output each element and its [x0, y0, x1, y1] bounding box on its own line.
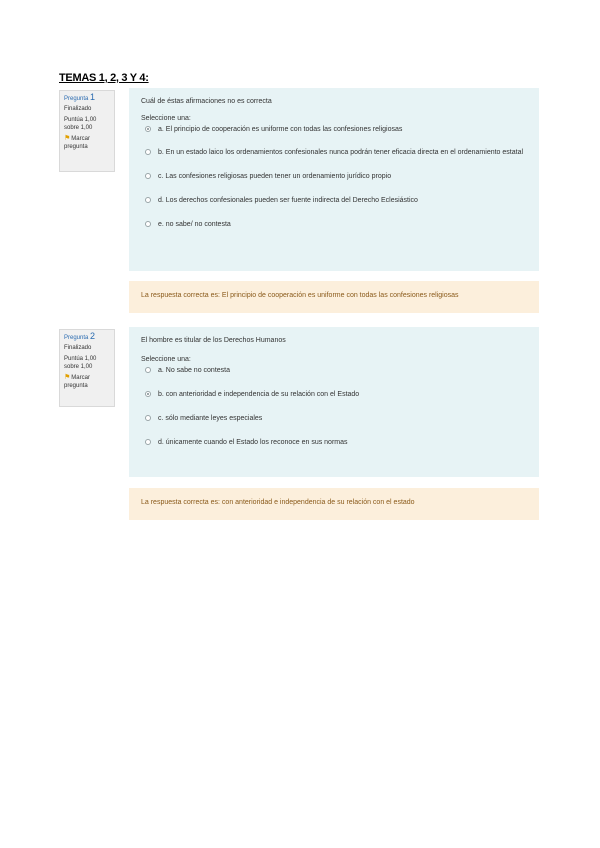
question-1-option-d-text: d. Los derechos confesionales pueden ser fuente indirecta del Derecho Eclesiástico — [158, 197, 418, 204]
question-2-number: 2 — [90, 331, 96, 341]
question-1-number: 1 — [90, 92, 96, 102]
question-1-option-e-text: e. no sabe/ no contesta — [158, 221, 231, 228]
question-1-flag[interactable] — [64, 135, 110, 151]
question-1-prompt: Seleccione una: — [141, 115, 191, 122]
question-1-mark: Puntúa 1,00 sobre 1,00 — [64, 117, 97, 131]
question-2-option-c-text: c. sólo mediante leyes especiales — [158, 415, 263, 422]
question-1-info — [59, 90, 115, 172]
question-2-option-d-text: d. únicamente cuando el Estado los reconoce en sus normas — [158, 439, 348, 446]
question-1-box — [129, 88, 539, 271]
question-2-label — [64, 333, 110, 343]
question-2-option-a-text: a. No sabe no contesta — [158, 367, 230, 374]
question-2-state: Finalizado — [64, 344, 92, 351]
question-2-option-b[interactable] — [141, 390, 527, 399]
page-heading: TEMAS 1, 2, 3 Y 4: — [59, 72, 149, 84]
question-1-option-d[interactable] — [141, 196, 527, 205]
radio-icon[interactable] — [145, 221, 151, 227]
radio-icon[interactable] — [145, 197, 151, 203]
radio-icon[interactable] — [145, 439, 151, 445]
question-1-option-e[interactable] — [141, 220, 527, 229]
question-2-prompt: Seleccione una: — [141, 356, 191, 363]
question-1-option-a-text: a. El principio de cooperación es uniforme con todas las confesiones religiosas — [158, 126, 403, 133]
question-1-option-a[interactable] — [141, 125, 527, 134]
question-2-text: El hombre es titular de los Derechos Humanos — [141, 337, 286, 344]
question-2-flag[interactable] — [64, 374, 110, 390]
radio-icon[interactable] — [145, 149, 151, 155]
question-2-label-text: Pregunta — [64, 335, 89, 341]
flag-icon: ⚑ — [64, 374, 71, 381]
question-2-mark: Puntúa 1,00 sobre 1,00 — [64, 356, 97, 370]
radio-icon[interactable] — [145, 367, 151, 373]
question-2-option-c[interactable] — [141, 414, 527, 423]
radio-icon[interactable] — [145, 415, 151, 421]
question-2-feedback: La respuesta correcta es: con anterioridad e independencia de su relación con el estado — [129, 488, 539, 520]
question-2-info — [59, 329, 115, 407]
radio-icon[interactable] — [145, 391, 151, 397]
question-2-option-d[interactable] — [141, 438, 527, 447]
question-2-option-b-text: b. con anterioridad e independencia de su relación con el Estado — [158, 391, 360, 398]
question-1-option-b-text: b. En un estado laico los ordenamientos confesionales nunca podrán tener eficacia directa en el ordenamiento estatal — [158, 149, 524, 156]
question-2-option-a[interactable] — [141, 366, 527, 375]
question-1-text: Cuál de éstas afirmaciones no es correcta — [141, 98, 272, 105]
question-1-state: Finalizado — [64, 105, 92, 112]
radio-icon[interactable] — [145, 126, 151, 132]
question-1-label — [64, 94, 110, 104]
question-2-flag-text: Marcar pregunta — [64, 375, 90, 389]
question-1-label-text: Pregunta — [64, 96, 89, 102]
flag-icon: ⚑ — [64, 135, 71, 142]
question-1-feedback: La respuesta correcta es: El principio de cooperación es uniforme con todas las confesiones religiosas — [129, 281, 539, 313]
question-1-option-c-text: c. Las confesiones religiosas pueden tener un ordenamiento jurídico propio — [158, 173, 392, 180]
radio-icon[interactable] — [145, 173, 151, 179]
question-1-option-c[interactable] — [141, 172, 527, 181]
question-1-flag-text: Marcar pregunta — [64, 136, 90, 150]
question-2-box — [129, 327, 539, 477]
question-1-option-b[interactable] — [141, 148, 527, 157]
